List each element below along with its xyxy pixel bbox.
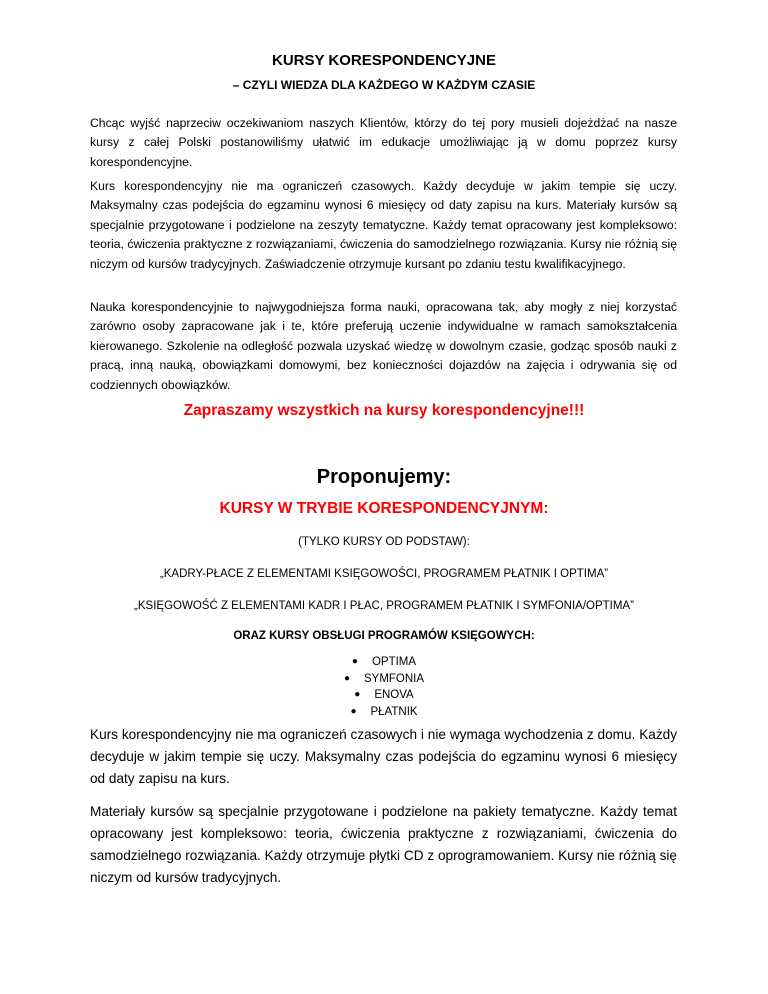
programs-heading: ORAZ KURSY OBSŁUGI PROGRAMÓW KSIĘGOWYCH: bbox=[233, 630, 535, 642]
invitation-heading: Zapraszamy wszystkich na kursy korespondencyjne!!! bbox=[183, 402, 585, 419]
course-note: (TYLKO KURSY OD PODSTAW): bbox=[298, 536, 470, 548]
course-mode-heading: KURSY W TRYBIE KORESPONDENCYJNYM: bbox=[219, 500, 549, 517]
document-title: KURSY KORESPONDENCYJNE bbox=[272, 52, 496, 69]
list-item bbox=[0, 704, 768, 721]
list-item bbox=[0, 671, 768, 688]
course-title-2: „KSIĘGOWOŚĆ Z ELEMENTAMI KADR I PŁAC, PROGRAMEM PŁATNIK I SYMFONIA/OPTIMA” bbox=[134, 600, 634, 612]
intro-paragraph-3: Nauka korespondencyjnie to najwygodniejsza forma nauki, opracowana tak, aby mogły z niej korzystać zarówno osoby zapracowane jak i te, które preferują uczenie indywidualne w ramach samokształcenia kierowanego. Szkolenie na odległość pozwala uzyskać wiedzę w dowolnym czasie, godząc sposób nauki z pracą, inną nauką, obowiązkami domowymi, bez konieczności dojazdów na zajęcia i odrywania się od codziennych obowiązków. bbox=[90, 300, 677, 392]
intro-paragraph-1: Chcąc wyjść naprzeciw oczekiwaniom naszych Klientów, którzy do tej pory musieli dojeżdżać na nasze kursy z całej Polski postanowiliśmy ułatwić im edukacje umożliwiając ją w domu poprzez kursy korespondencyjne. bbox=[90, 116, 677, 169]
bullet-icon: ● bbox=[343, 672, 350, 684]
course-title-1: „KADRY-PŁACE Z ELEMENTAMI KSIĘGOWOŚCI, PROGRAMEM PŁATNIK I OPTIMA” bbox=[159, 568, 609, 580]
details-paragraph-2: Materiały kursów są specjalnie przygotowane i podzielone na pakiety tematyczne. Każdy temat opracowany jest kompleksowo: teoria, ćwiczenia praktyczne z rozwiązaniami, ćwiczenia do samodzielnego rozwiązania. Każdy otrzymuje płytki CD z oprogramowaniem. Kursy nie różnią się niczym od kursów tradycyjnych. bbox=[90, 804, 677, 885]
bullet-icon: ● bbox=[350, 705, 357, 717]
bullet-icon: ● bbox=[354, 689, 361, 700]
bullet-icon: ● bbox=[351, 656, 358, 667]
list-item bbox=[0, 654, 768, 671]
program-label: ENOVA bbox=[374, 689, 414, 701]
details-paragraph-1: Kurs korespondencyjny nie ma ograniczeń czasowych i nie wymaga wychodzenia z domu. Każdy decyduje w jakim tempie się uczy. Maksymalny czas podejścia do egzaminu wynosi 6 miesięcy od daty zapisu na kurs. bbox=[90, 727, 677, 786]
program-label: SYMFONIA bbox=[363, 672, 425, 685]
intro-paragraph-2: Kurs korespondencyjny nie ma ograniczeń czasowych. Każdy decyduje w jakim tempie się uczy. Maksymalny czas podejścia do egzaminu wynosi 6 miesięcy od daty zapisu na kurs. Materiały kursów są specjalnie przygotowane i podzielone na zeszyty tematyczne. Każdy temat opracowany jest kompleksowo: teoria, ćwiczenia praktyczne z rozwiązaniami, ćwiczenia do samodzielnego rozwiązania. Kursy nie różnią się niczym od kursów tradycyjnych. Zaświadczenie otrzymuje kursant po zdaniu testu kwalifikacyjnego. bbox=[90, 179, 677, 271]
offer-heading: Proponujemy: bbox=[316, 466, 452, 488]
list-item bbox=[0, 687, 768, 704]
program-label: PŁATNIK bbox=[370, 705, 418, 718]
document-subtitle: – CZYLI WIEDZA DLA KAŻDEGO W KAŻDYM CZASIE bbox=[232, 78, 536, 92]
program-label: OPTIMA bbox=[371, 656, 417, 668]
programs-list bbox=[0, 654, 768, 720]
